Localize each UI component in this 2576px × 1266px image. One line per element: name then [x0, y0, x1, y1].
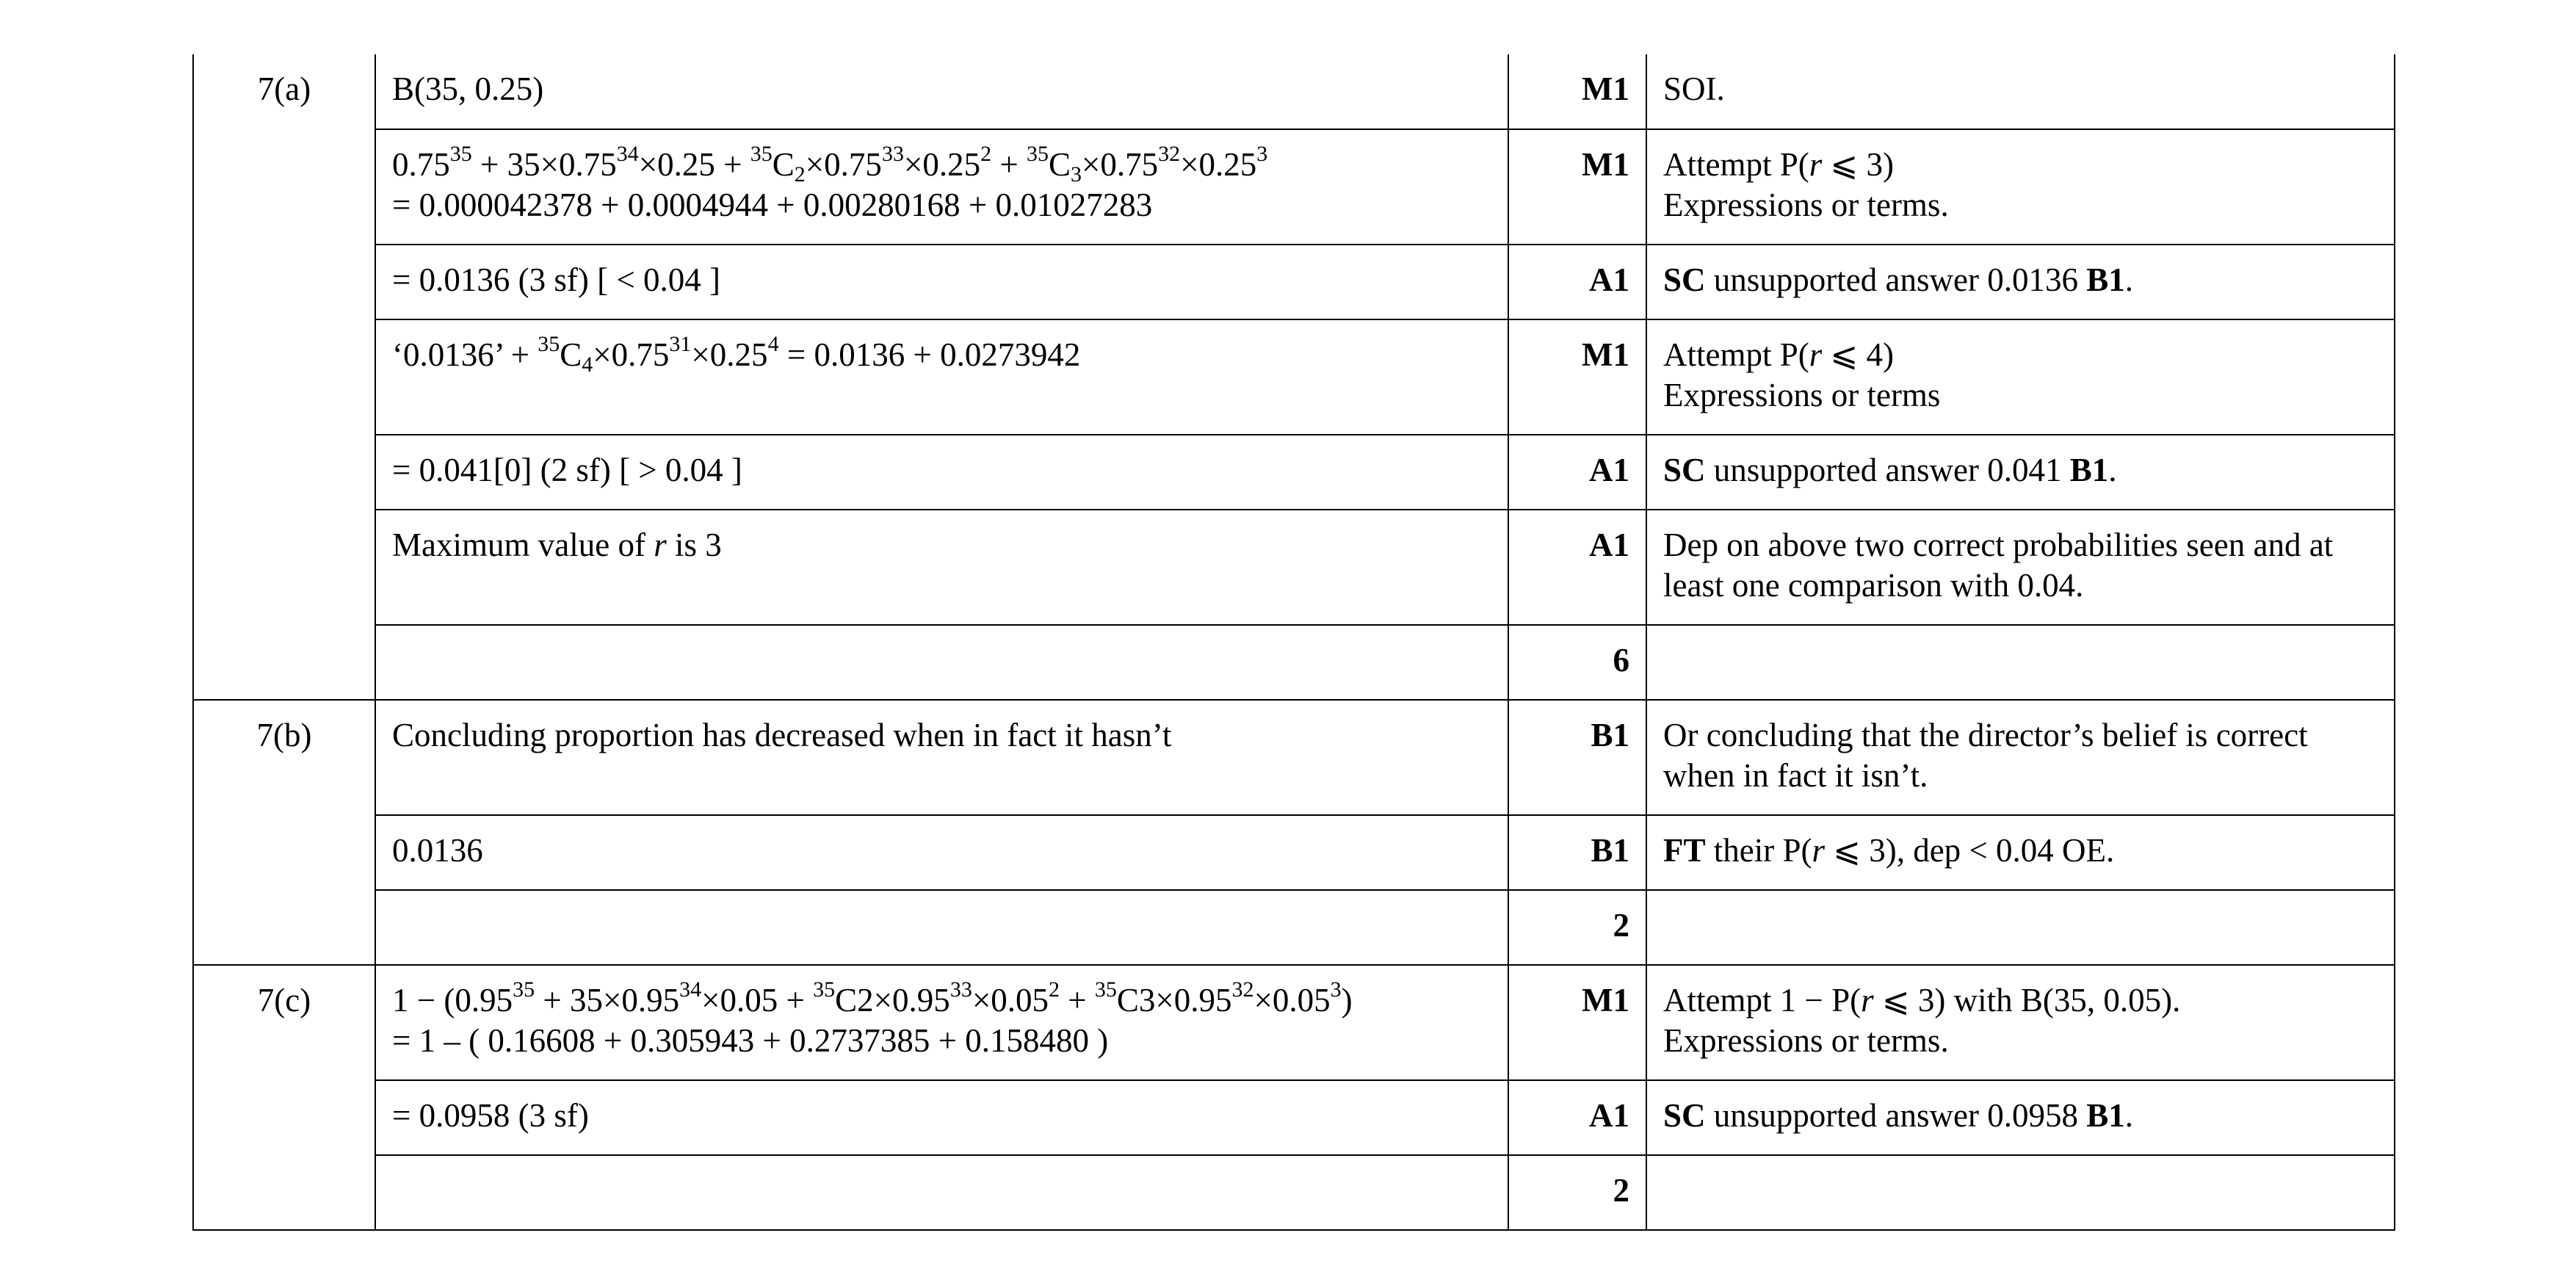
- answer-cell: = 0.0958 (3 sf): [375, 1080, 1508, 1155]
- guidance-cell: FT their P(r ⩽ 3), dep < 0.04 OE.: [1646, 815, 2395, 890]
- table-row: [193, 319, 2395, 435]
- answer-cell: Concluding proportion has decreased when in fact it hasn’t: [375, 700, 1508, 815]
- guidance-cell: SC unsupported answer 0.0958 B1.: [1646, 1080, 2395, 1155]
- guidance-line: Attempt 1 − P(r ⩽ 3) with B(35, 0.05).: [1663, 982, 2181, 1019]
- table-row: [193, 625, 2395, 700]
- table-row: [193, 1080, 2395, 1155]
- guidance-line: Expressions or terms.: [1663, 187, 1949, 223]
- table-row: [193, 815, 2395, 890]
- guidance-cell: SC unsupported answer 0.041 B1.: [1646, 435, 2395, 510]
- answer-cell: 0.0136: [375, 815, 1508, 890]
- answer-cell: ‘0.0136’ + $^{35}C_4\times 0.75^{31}\times 0.25^4 = 0.0136 + 0.0273942$: [375, 319, 1508, 435]
- formula-line: $1 - (0.95^{35} + 35\times 0.95^{34}\times 0.05 + ^{35}C2\times 0.95^{33}\times 0.05^2 + ^{35}C3\times 0.95^{32}\times 0.05^3)$: [392, 977, 1353, 1019]
- guidance-cell: [1646, 319, 2395, 435]
- guidance-line: Attempt P(r ⩽ 4): [1663, 336, 1894, 373]
- mark-cell: A1: [1508, 245, 1646, 319]
- question-label: 7(b): [193, 700, 375, 965]
- answer-cell: [375, 965, 1508, 1080]
- guidance-cell: [1646, 129, 2395, 245]
- mark-cell: B1: [1508, 700, 1646, 815]
- table-row: [193, 700, 2395, 815]
- guidance-cell: [1646, 890, 2395, 965]
- mark-cell: M1: [1508, 965, 1646, 1080]
- total-mark-cell: 2: [1508, 1155, 1646, 1230]
- answer-cell: [375, 129, 1508, 245]
- mark-cell: M1: [1508, 319, 1646, 435]
- formula-line: = 0.000042378 + 0.0004944 + 0.00280168 + 0.01027283: [392, 187, 1153, 223]
- question-label: 7(c): [193, 965, 375, 1230]
- question-label: 7(a): [193, 54, 375, 700]
- guidance-cell: [1646, 1155, 2395, 1230]
- mark-cell: B1: [1508, 815, 1646, 890]
- mark-cell: A1: [1508, 510, 1646, 625]
- guidance-cell: SOI.: [1646, 54, 2395, 129]
- table-row: [193, 54, 2395, 129]
- answer-cell: [375, 1155, 1508, 1230]
- mark-cell: A1: [1508, 1080, 1646, 1155]
- table-row: [193, 129, 2395, 245]
- guidance-cell: Or concluding that the director’s belief is correct when in fact it isn’t.: [1646, 700, 2395, 815]
- mark-cell: M1: [1508, 129, 1646, 245]
- answer-cell: = 0.0136 (3 sf) [ < 0.04 ]: [375, 245, 1508, 319]
- answer-cell: [375, 890, 1508, 965]
- guidance-line: Attempt P(r ⩽ 3): [1663, 146, 1894, 183]
- guidance-cell: [1646, 965, 2395, 1080]
- table-row: [193, 890, 2395, 965]
- total-mark-cell: 6: [1508, 625, 1646, 700]
- guidance-cell: SC unsupported answer 0.0136 B1.: [1646, 245, 2395, 319]
- answer-cell: = 0.041[0] (2 sf) [ > 0.04 ]: [375, 435, 1508, 510]
- answer-cell: Maximum value of r is 3: [375, 510, 1508, 625]
- table-row: [193, 965, 2395, 1080]
- formula-line: $0.75^{35} + 35\times 0.75^{34}\times 0.25 + ^{35}C_2\times 0.75^{33}\times 0.25^2 + ^{35}C_3\times 0.75^{32}\times 0.25^3$: [392, 142, 1268, 187]
- table-row: [193, 510, 2395, 625]
- guidance-line: Expressions or terms.: [1663, 1022, 1949, 1059]
- total-mark-cell: 2: [1508, 890, 1646, 965]
- mark-cell: M1: [1508, 54, 1646, 129]
- answer-cell: [375, 625, 1508, 700]
- guidance-cell: [1646, 625, 2395, 700]
- guidance-line: Expressions or terms: [1663, 377, 1941, 413]
- table-row: [193, 435, 2395, 510]
- answer-cell: B(35, 0.25): [375, 54, 1508, 129]
- mark-scheme-table: [192, 54, 2395, 1231]
- mark-cell: A1: [1508, 435, 1646, 510]
- table-row: [193, 245, 2395, 319]
- guidance-cell: Dep on above two correct probabilities seen and at least one comparison with 0.04.: [1646, 510, 2395, 625]
- formula-line: = 1 – ( 0.16608 + 0.305943 + 0.2737385 + 0.158480 ): [392, 1022, 1109, 1059]
- table-row: [193, 1155, 2395, 1230]
